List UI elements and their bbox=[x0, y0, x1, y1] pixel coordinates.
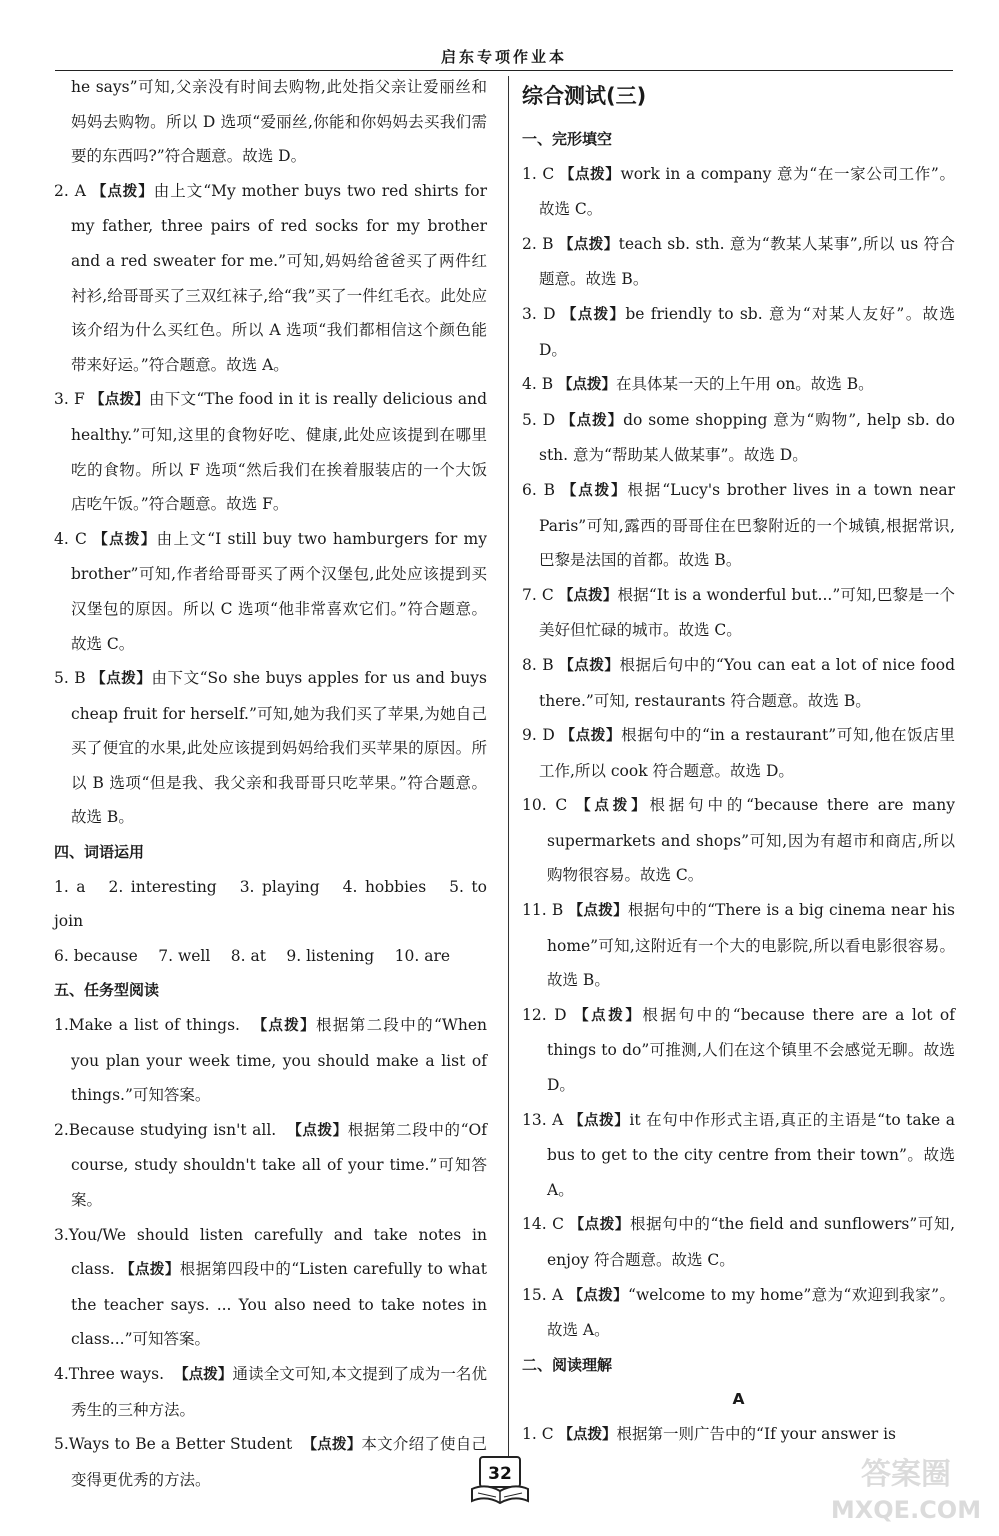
answer-item: 10. C 【点拨】根据句中的“because there are many supermarkets and shops”可知,因为有超市和商店,所以购物很容易。故选 C。 bbox=[522, 796, 955, 885]
answer-item: 9. D 【点拨】根据句中的“in a restaurant”可知,他在饭店里工作,所以 cook 符合题意。故选 D。 bbox=[522, 726, 955, 780]
answer-item bbox=[54, 382, 487, 521]
answer-explanation: 根据后句中的“You can eat a lot of nice food there.”可知, restaurants 符合题意。故选 B。 bbox=[539, 655, 956, 710]
answer-item: 8. B 【点拨】根据后句中的“You can eat a lot of nice food there.”可知, restaurants 符合题意。故选 B。 bbox=[522, 655, 956, 710]
answer-item bbox=[54, 522, 487, 661]
answer-explanation: it 在句中作形式主语,真正的主语是“to take a bus to get to the city centre from their town”。故选 A。 bbox=[547, 1110, 955, 1199]
answer-number: 3. F bbox=[54, 390, 85, 409]
answer-item: 3. D 【点拨】be friendly to sb. 意为“对某人友好”。故选 D。 bbox=[522, 304, 955, 359]
tip-label: 【点拨】 bbox=[576, 798, 650, 815]
tip-label: 【点拨】 bbox=[561, 306, 626, 323]
tip-label: 【点拨】 bbox=[569, 1217, 630, 1234]
answer-item: 12. D 【点拨】根据句中的“because there are a lot of things to do”可推测,人们在这个镇里不会感觉无聊。故选 D。 bbox=[522, 1005, 955, 1095]
answer-explanation: 根据第四段中的“Listen carefully to what the teacher says. ... You also need to take notes in class...”可知答案。 bbox=[71, 1260, 487, 1349]
answer-item: 15. A 【点拨】“welcome to my home”意为“欢迎到我家”。故选 A。 bbox=[522, 1285, 955, 1340]
task-answer: Three ways. bbox=[68, 1364, 165, 1383]
answer-explanation: “welcome to my home”意为“欢迎到我家”。故选 A。 bbox=[547, 1285, 955, 1340]
answer-explanation: 由上文“My mother buys two red shirts for my father, three pairs of red socks for my brother and a red sweater for me.”可知,妈妈给爸爸买了两件红衬衫,给哥哥买了三双红袜子,给“我”买了一件红毛衣。此处应该介绍为什么买红色。所以 A 选项“我们都相信这个颜色能带来好运。”符合题意。故选 A。 bbox=[71, 181, 487, 374]
column-divider bbox=[508, 76, 509, 1464]
answer-explanation: 根据句中的“in a restaurant”可知,他在饭店里工作,所以 cook 符合题意。故选 D。 bbox=[539, 726, 955, 780]
tip-label: 【点拨】 bbox=[561, 482, 628, 499]
tip-label: 【点拨】 bbox=[287, 1122, 348, 1139]
answer-explanation: 根据句中的“because there are a lot of things to do”可推测,人们在这个镇里不会感觉无聊。故选 D。 bbox=[547, 1005, 955, 1095]
passage-label: A bbox=[732, 1390, 745, 1409]
tip-label: 【点拨】 bbox=[91, 183, 154, 200]
answer-explanation: 本文介绍了使自己变得更优秀的方法。 bbox=[71, 1435, 487, 1489]
task-answer-item: 2.Because studying isn't all. 【点拨】根据第二段中的“Of course, study shouldn't take all of your time.”可知答案。 bbox=[54, 1120, 487, 1209]
task-answer-item: 5.Ways to Be a Better Student 【点拨】本文介绍了使自己变得更优秀的方法。 bbox=[54, 1435, 487, 1489]
answer-explanation: 根据第一则广告中的“If your answer is bbox=[616, 1424, 897, 1443]
tip-label: 【点拨】 bbox=[89, 392, 150, 409]
answer-item: 7. C 【点拨】根据“It is a wonderful but...”可知,巴黎是一个美好但忙碌的城市。故选 C。 bbox=[522, 585, 955, 640]
answer-explanation: do some shopping 意为“购物”, help sb. do sth. 意为“帮助某人做某事”。故选 D。 bbox=[539, 410, 955, 465]
answer-explanation: be friendly to sb. 意为“对某人友好”。故选 D。 bbox=[539, 304, 955, 359]
answer-item: 2. B 【点拨】teach sb. sth. 意为“教某人某事”,所以 us 符合题意。故选 B。 bbox=[522, 234, 956, 289]
running-header: 启东专项作业本 bbox=[440, 48, 567, 66]
left-column bbox=[54, 70, 487, 1497]
answer-item: 14. C 【点拨】根据句中的“the field and sunflowers”可知, enjoy 符合题意。故选 C。 bbox=[522, 1215, 956, 1269]
answer-item: 1. C 【点拨】work in a company 意为“在一家公司工作”。故选 C。 bbox=[522, 164, 956, 219]
tip-label: 【点拨】 bbox=[558, 587, 618, 604]
answer-explanation: 由下文“So she buys apples for us and buys cheap fruit for herself.”可知,她为我们买了苹果,为她自己买了便宜的水果,此处应该提到妈妈给我们买苹果的原因。所以 B 选项“但是我、我父亲和我哥哥只吃苹果。”符合题意。故选 B。 bbox=[71, 669, 488, 827]
tip-label: 【点拨】 bbox=[91, 671, 152, 688]
tip-label: 【点拨】 bbox=[558, 377, 617, 394]
answer-explanation: 由下文“The food in it is really delicious and healthy.”可知,这里的食物好吃、健康,此处应该提到在哪里吃的食物。所以 F 选项“然后我们在挨着服装店的一个大饭店吃午饭。”符合题意。故选 F。 bbox=[71, 390, 487, 514]
answer-item: 11. B 【点拨】根据句中的“There is a big cinema near his home”可知,这附近有一个大的电影院,所以看电影很容易。故选 B。 bbox=[522, 901, 956, 990]
answer-item: 1. C 【点拨】根据第一则广告中的“If your answer is bbox=[522, 1424, 897, 1443]
answer-explanation: 根据“It is a wonderful but...”可知,巴黎是一个美好但忙碌的城市。故选 C。 bbox=[539, 585, 955, 640]
tip-label: 【点拨】 bbox=[174, 1366, 233, 1383]
site-watermark bbox=[822, 1448, 992, 1528]
open-book-icon bbox=[468, 1455, 532, 1505]
task-answer: You/We should listen carefully and take notes in class. bbox=[68, 1225, 487, 1279]
answer-explanation: 根据第二段中的“Of course, study shouldn't take all of your time.”可知答案。 bbox=[71, 1120, 487, 1209]
answer-item: 13. A 【点拨】it 在句中作形式主语,真正的主语是“to take a bus to get to the city centre from their town”。故选 A。 bbox=[522, 1110, 955, 1199]
intro-paragraph: he says”可知,父亲没有时间去购物,此处指父亲让爱丽丝和妈妈去购物。所以 D 选项“爱丽丝,你能和你妈妈去买我们需要的东西吗?”符合题意。故选 D。 bbox=[71, 78, 487, 166]
tip-label: 【点拨】 bbox=[558, 236, 619, 253]
answer-explanation: 在具体某一天的上午用 on。故选 B。 bbox=[616, 375, 874, 394]
task-answer-item: 3.You/We should listen carefully and take notes in class. 【点拨】根据第四段中的“Listen carefully to what the teacher says. ... You also need to take notes in class...”可知答案。 bbox=[54, 1225, 487, 1349]
answer-item: 4. B 【点拨】在具体某一天的上午用 on。故选 B。 bbox=[522, 375, 874, 394]
right-column bbox=[522, 70, 955, 1453]
task-answer: Because studying isn't all. bbox=[68, 1120, 277, 1139]
answer-explanation: 由上文“I still buy two hamburgers for my brother”可知,作者给哥哥买了两个汉堡包,此处应该提到买汉堡包的原因。所以 C 选项“他非常喜欢它们。”符合题意。故选 C。 bbox=[71, 529, 488, 653]
answer-item bbox=[54, 174, 487, 383]
task-answer-item: 1.Make a list of things. 【点拨】根据第二段中的“When you plan your week time, you should make a list of things.”可知答案。 bbox=[54, 1016, 488, 1105]
section-heading: 一、完形填空 bbox=[522, 130, 613, 148]
answer-explanation: teach sb. sth. 意为“教某人某事”,所以 us 符合题意。故选 B。 bbox=[539, 234, 956, 289]
tip-label: 【点拨】 bbox=[558, 1426, 617, 1443]
answer-number: 4. C bbox=[54, 529, 87, 548]
answer-number: 2. A bbox=[54, 181, 86, 200]
tip-label: 【点拨】 bbox=[561, 412, 624, 429]
answer-explanation: 通读全文可知,本文提到了成为一名优秀生的三种方法。 bbox=[71, 1364, 488, 1419]
watermark-url: MXQE.COM bbox=[830, 1496, 982, 1524]
task-answer: Ways to Be a Better Student bbox=[68, 1435, 293, 1454]
answer-explanation: 根据句中的“the field and sunflowers”可知, enjoy 符合题意。故选 C。 bbox=[547, 1215, 956, 1269]
tip-label: 【点拨】 bbox=[302, 1437, 362, 1454]
task-answer: Make a list of things. bbox=[68, 1016, 240, 1035]
answer-explanation: 根据第二段中的“When you plan your week time, you should make a list of things.”可知答案。 bbox=[71, 1016, 488, 1105]
answer-item: 5. D 【点拨】do some shopping 意为“购物”, help sb. do sth. 意为“帮助某人做某事”。故选 D。 bbox=[522, 410, 955, 465]
tip-label: 【点拨】 bbox=[120, 1262, 180, 1279]
section-heading: 二、阅读理解 bbox=[522, 1355, 613, 1374]
watermark-logo-text: 答案圈 bbox=[861, 1457, 951, 1492]
page-number-badge bbox=[468, 1455, 532, 1505]
answer-explanation: 根据句中的“because there are many supermarkets and shops”可知,因为有超市和商店,所以购物很容易。故选 C。 bbox=[547, 796, 955, 885]
task-answer-item: 4.Three ways. 【点拨】通读全文可知,本文提到了成为一名优秀生的三种方法。 bbox=[54, 1364, 488, 1419]
tip-label: 【点拨】 bbox=[568, 1112, 630, 1129]
answer-list-section3 bbox=[54, 174, 487, 835]
tip-label: 【点拨】 bbox=[559, 166, 621, 183]
tip-label: 【点拨】 bbox=[568, 1287, 629, 1304]
tip-label: 【点拨】 bbox=[559, 657, 620, 674]
answer-explanation: 根据句中的“There is a big cinema near his home”可知,这附近有一个大的电影院,所以看电影很容易。故选 B。 bbox=[547, 901, 956, 990]
answer-number: 5. B bbox=[54, 669, 86, 688]
section-heading: 五、任务型阅读 bbox=[54, 981, 160, 1000]
word-answers-row: 6. because 7. well 8. at 9. listening 10. are bbox=[54, 946, 451, 965]
tip-label: 【点拨】 bbox=[252, 1018, 316, 1035]
test-title: 综合测试(三) bbox=[522, 84, 647, 108]
tip-label: 【点拨】 bbox=[93, 531, 157, 548]
answer-explanation: work in a company 意为“在一家公司工作”。故选 C。 bbox=[539, 164, 956, 219]
word-answers-row: 1. a 2. interesting 3. playing 4. hobbies 5. to join bbox=[54, 877, 487, 931]
answer-item bbox=[54, 661, 487, 835]
section-heading: 四、词语运用 bbox=[54, 843, 145, 862]
answer-explanation: 根据“Lucy's brother lives in a town near Paris”可知,露西的哥哥住在巴黎附近的一个城镇,根据常识,巴黎是法国的首都。故选 B。 bbox=[539, 480, 956, 570]
tip-label: 【点拨】 bbox=[574, 1007, 643, 1024]
answer-item: 6. B 【点拨】根据“Lucy's brother lives in a town near Paris”可知,露西的哥哥住在巴黎附近的一个城镇,根据常识,巴黎是法国的首都。故选 B。 bbox=[522, 480, 956, 570]
tip-label: 【点拨】 bbox=[560, 728, 622, 745]
tip-label: 【点拨】 bbox=[568, 903, 628, 920]
page-number: 32 bbox=[488, 1464, 512, 1484]
